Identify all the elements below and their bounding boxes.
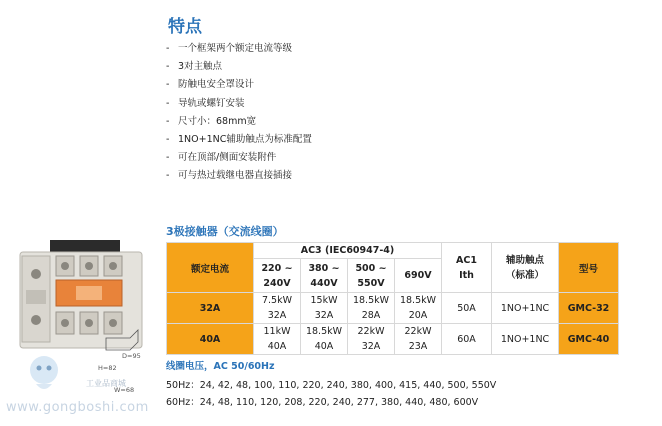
table-row — [167, 293, 619, 324]
cell-amp: 40A — [267, 341, 287, 352]
row-ac3-cell — [348, 293, 395, 324]
feature-text: 1NO+1NC辅助触点为标准配置 — [178, 134, 312, 146]
row-current: 32A — [167, 293, 254, 324]
contactor-image — [14, 238, 150, 362]
mascot-icon — [20, 350, 68, 398]
row-model: GMC-40 — [559, 324, 619, 355]
cell-kw: 7.5kW — [261, 295, 292, 306]
header-ac3-col-line1: 500 ~ — [355, 262, 387, 274]
header-ac3-col-line2: 440V — [310, 277, 338, 289]
header-ac1-line1: AC1 — [456, 254, 477, 266]
feature-bullet: - — [166, 170, 170, 182]
cell-amp: 32A — [361, 341, 381, 352]
feature-text: 3对主触点 — [178, 61, 223, 73]
feature-bullet: - — [166, 97, 170, 109]
row-ac3-cell — [395, 293, 442, 324]
feature-text: 防触电安全罩设计 — [178, 79, 255, 91]
feature-item — [166, 58, 312, 76]
cell-amp: 20A — [408, 310, 428, 321]
coil-voltage-heading: 线圈电压，AC 50/60Hz — [166, 361, 275, 372]
header-ac3-col-line1: 220 ~ — [261, 262, 293, 274]
feature-item — [166, 167, 312, 185]
feature-item — [166, 40, 312, 58]
header-ac1-line2: Ith — [459, 269, 474, 281]
feature-item — [166, 131, 312, 149]
row-ac3-cell — [348, 324, 395, 355]
header-model: 型号 — [559, 243, 619, 293]
row-ac1: 50A — [442, 293, 492, 324]
feature-bullet: - — [166, 115, 170, 127]
feature-bullet: - — [166, 134, 170, 146]
cell-amp: 28A — [361, 310, 381, 321]
row-ac3-cell — [254, 293, 301, 324]
watermark-cn: 工业品商城 — [86, 379, 126, 388]
row-ac3-cell — [395, 324, 442, 355]
cell-kw: 18.5kW — [305, 326, 343, 337]
feature-bullet: - — [166, 152, 170, 164]
cell-kw: 11kW — [263, 326, 291, 337]
row-aux: 1NO+1NC — [492, 293, 559, 324]
cell-amp: 32A — [267, 310, 287, 321]
dim-d: D=95 — [122, 352, 141, 360]
feature-list — [166, 40, 312, 186]
header-ac3-col — [254, 259, 301, 293]
voltage-60hz: 60Hz：24, 48, 110, 120, 208, 220, 240, 277, 380, 440, 480, 600V — [166, 397, 479, 408]
spec-table — [166, 242, 619, 355]
feature-bullet: - — [166, 61, 170, 73]
feature-bullet: - — [166, 79, 170, 91]
header-ac3-col — [301, 259, 348, 293]
cell-amp: 40A — [314, 341, 334, 352]
header-ac3-col-line2: 550V — [357, 277, 385, 289]
dim-w: W=68 — [114, 386, 135, 394]
feature-text: 导轨或螺钉安装 — [178, 97, 245, 109]
feature-text: 可与热过载继电器直接插接 — [178, 170, 293, 182]
cell-kw: 15kW — [310, 295, 338, 306]
row-aux: 1NO+1NC — [492, 324, 559, 355]
row-current: 40A — [167, 324, 254, 355]
feature-item — [166, 76, 312, 94]
cell-kw: 18.5kW — [399, 295, 437, 306]
header-aux-line2: （标准） — [505, 269, 544, 281]
header-ac3: AC3 (IEC60947-4) — [254, 243, 442, 259]
row-model: GMC-32 — [559, 293, 619, 324]
section-title: 特点 — [168, 17, 202, 37]
row-ac3-cell — [301, 293, 348, 324]
header-ac3-col-line2: 240V — [263, 277, 291, 289]
feature-item — [166, 95, 312, 113]
watermark-url: www.gongboshi.com — [6, 400, 149, 415]
dim-h: H=82 — [98, 364, 117, 372]
header-rated-current: 额定电流 — [167, 243, 254, 293]
row-ac3-cell — [254, 324, 301, 355]
row-ac3-cell — [301, 324, 348, 355]
voltage-50hz: 50Hz：24, 42, 48, 100, 110, 220, 240, 380, 400, 415, 440, 500, 550V — [166, 380, 497, 391]
table-subtitle: 3极接触器（交流线圈） — [166, 225, 284, 238]
cell-kw: 22kW — [404, 326, 432, 337]
cell-amp: 23A — [408, 341, 428, 352]
header-ac3-col-line1: 380 ~ — [308, 262, 340, 274]
header-ac3-col — [395, 259, 442, 293]
row-ac1: 60A — [442, 324, 492, 355]
cell-amp: 32A — [314, 310, 334, 321]
feature-item — [166, 113, 312, 131]
feature-text: 可在顶部/侧面安装附件 — [178, 152, 277, 164]
feature-item — [166, 149, 312, 167]
header-ac3-col — [348, 259, 395, 293]
header-ac3-col-line1: 690V — [404, 270, 432, 281]
feature-text: 一个框架两个额定电流等级 — [178, 43, 293, 54]
header-aux-line1: 辅助触点 — [505, 254, 544, 266]
table-row — [167, 324, 619, 355]
cell-kw: 18.5kW — [352, 295, 390, 306]
header-ac1 — [442, 243, 492, 293]
feature-text: 尺寸小：68mm宽 — [178, 115, 257, 127]
header-aux — [492, 243, 559, 293]
cell-kw: 22kW — [357, 326, 385, 337]
feature-bullet: - — [166, 43, 170, 54]
